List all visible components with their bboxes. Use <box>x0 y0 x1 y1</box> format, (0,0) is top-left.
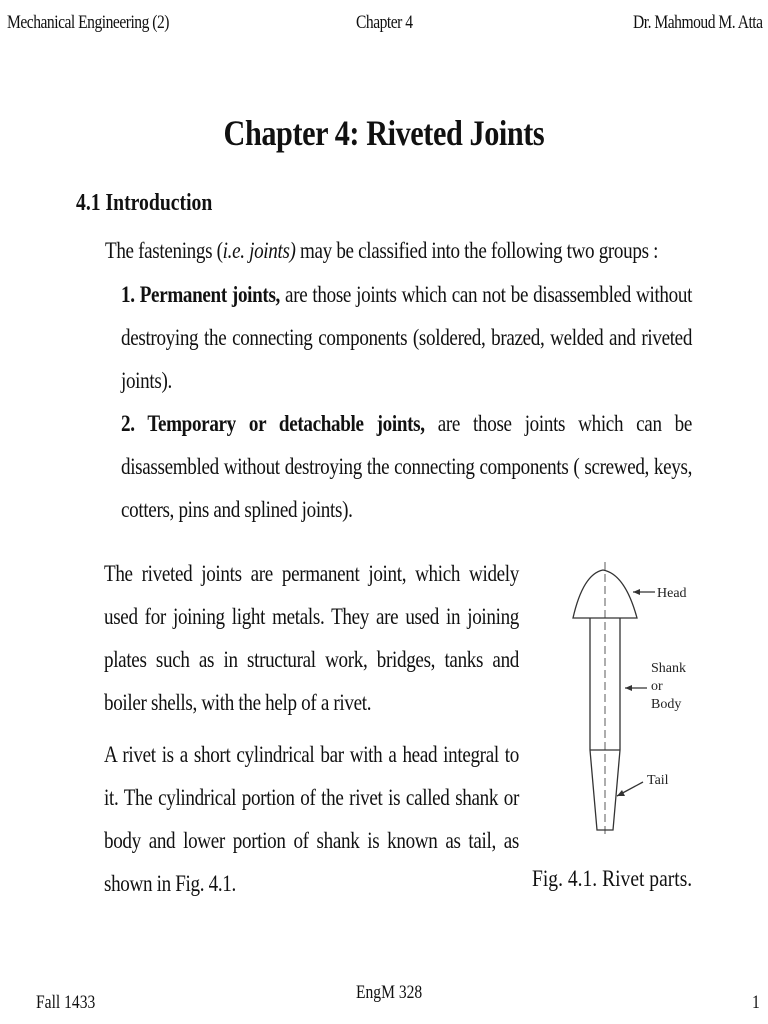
page-number: 1 <box>752 992 760 1013</box>
figure-label-head: Head <box>657 586 687 601</box>
figure-caption: Fig. 4.1. Rivet parts. <box>532 866 693 891</box>
figure-label-body: Body <box>651 697 682 712</box>
intro-text-after: may be classified into the following two groups : <box>295 238 659 263</box>
page-title <box>0 112 768 154</box>
footer-course-code: EngM 328 <box>356 982 423 1003</box>
figure-label-tail: Tail <box>647 773 669 788</box>
list-item-text: are those joints which can be disassembled without destroying the connecting components ( screwed, keys, cotters, pins and splined joints). <box>121 411 693 522</box>
figure-label-or: or <box>651 679 663 694</box>
figure-label-shank: Shank <box>651 661 686 676</box>
body-paragraph-riveted: The riveted joints are permanent joint, which widely used for joining light metals. They are used in joining plates such as in structural work, bridges, tanks and boiler shells, with the help of a rivet. <box>104 561 519 715</box>
footer-term: Fall 1433 <box>36 992 96 1013</box>
header-author: Dr. Mahmoud M. Atta <box>633 12 763 33</box>
rivet-figure <box>555 560 705 840</box>
list-item-lead: 2. Temporary or detachable joints, <box>121 411 425 436</box>
intro-text-before: The fastenings ( <box>105 238 223 263</box>
list-item-text: are those joints which can not be disassembled without destroying the connecting components (soldered, brazed, welded and riveted joints). <box>121 282 693 393</box>
shank-arrow <box>625 685 632 691</box>
head-arrow <box>633 589 640 595</box>
header-course: Mechanical Engineering (2) <box>7 12 169 33</box>
intro-text-italic: i.e. joints) <box>222 238 296 263</box>
list-item-temporary-joints <box>121 402 692 531</box>
intro-paragraph <box>105 229 658 272</box>
section-heading: 4.1 Introduction <box>76 190 213 216</box>
body-paragraph-rivet: A rivet is a short cylindrical bar with a head integral to it. The cylindrical portion of the rivet is called shank or body and lower portion of shank is known as tail, as shown in Fig. 4.1. <box>104 742 519 896</box>
header-chapter: Chapter 4 <box>356 12 413 33</box>
list-item-lead: 1. Permanent joints, <box>121 282 280 307</box>
list-item-permanent-joints <box>121 273 692 402</box>
page-title-text: Chapter 4: Riveted Joints <box>223 113 545 153</box>
